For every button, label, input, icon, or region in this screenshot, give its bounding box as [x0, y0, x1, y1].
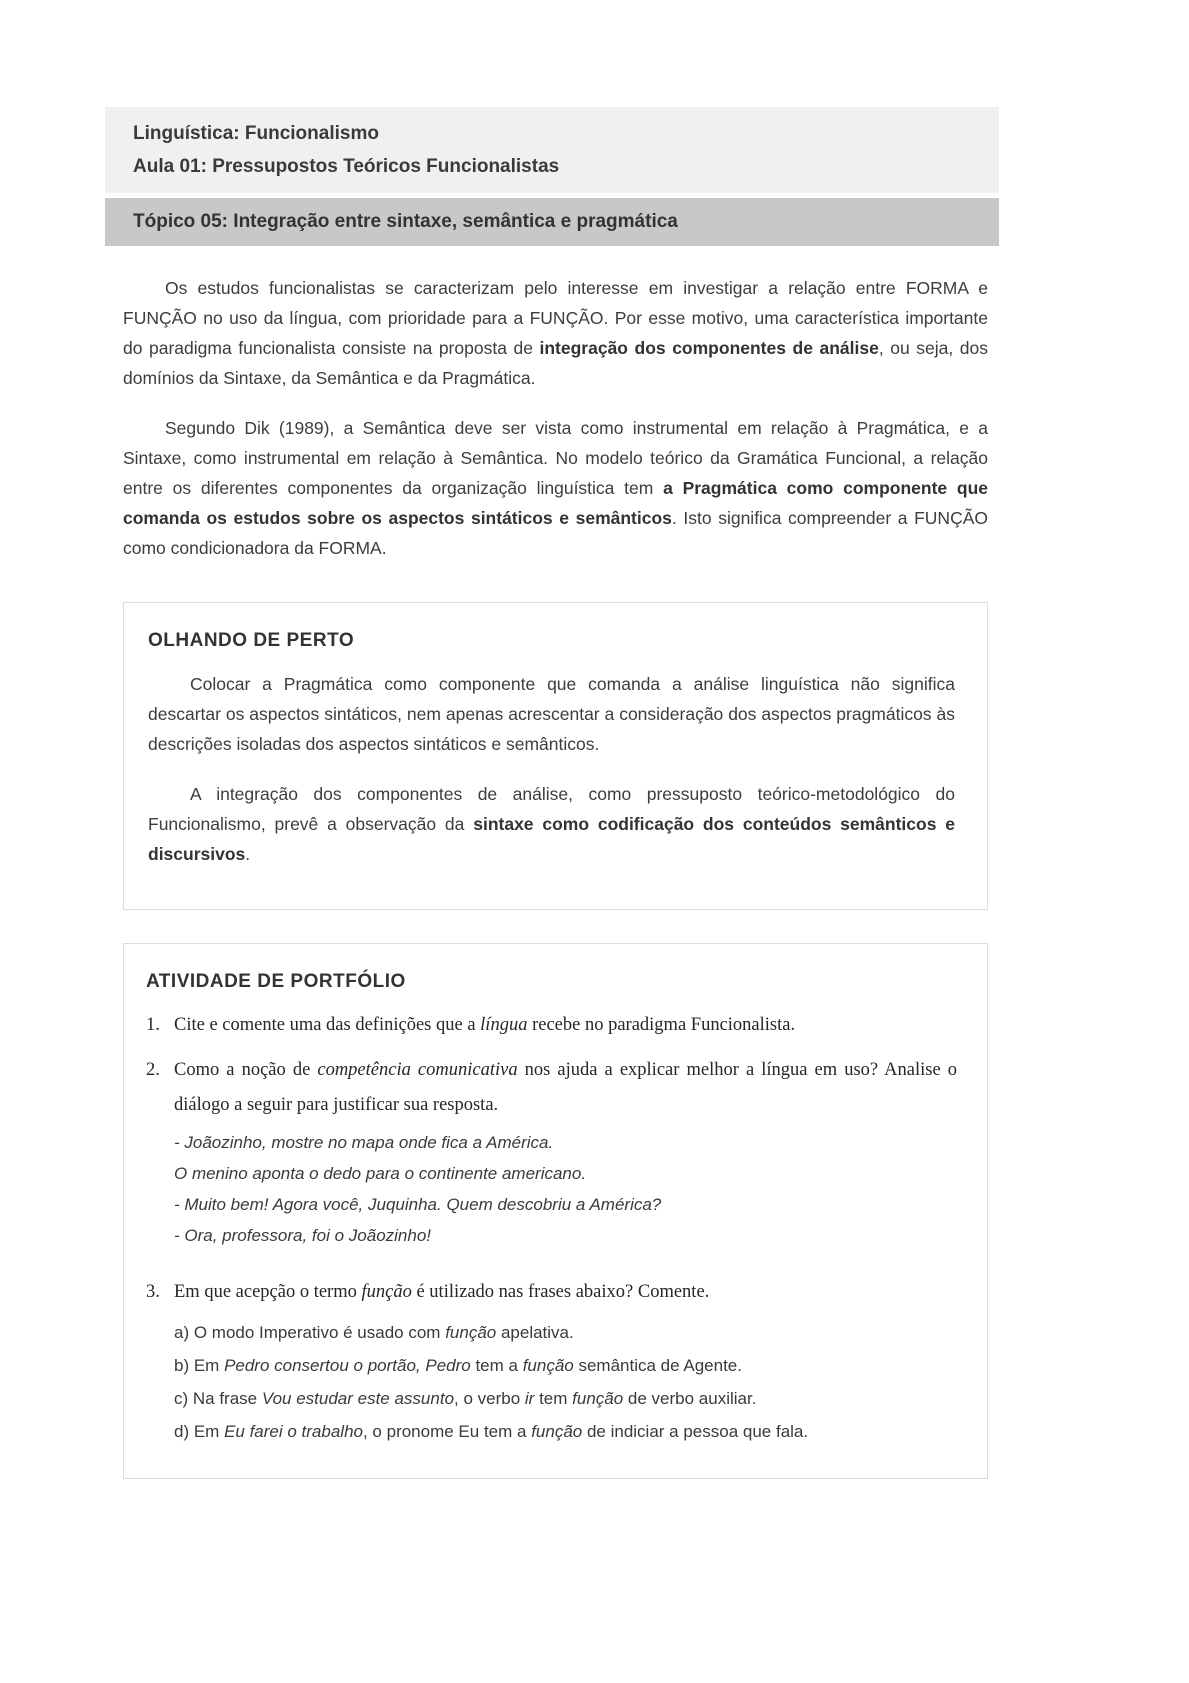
document-content	[123, 273, 988, 1479]
topic-bar	[105, 198, 999, 246]
course-title: Linguística: Funcionalismo	[133, 123, 379, 144]
item-body	[174, 1275, 957, 1448]
lesson-title: Aula 01: Pressupostos Teóricos Funcionalistas	[133, 156, 560, 177]
olhando-paragraph-2: A integração dos componentes de análise, como pressuposto teórico-metodológico do Funcionalismo, prevê a observação da sintaxe como codificação dos conteúdos semânticos e discursivos.	[148, 784, 955, 864]
olhando-de-perto-box	[123, 602, 988, 910]
atividade-portfolio-box	[123, 943, 988, 1479]
item-number: 2.	[146, 1060, 160, 1080]
dialog-line: - Muito bem! Agora você, Juquinha. Quem descobriu a América?	[174, 1195, 662, 1214]
subitem: c) Na frase Vou estudar este assunto, o verbo ir tem função de verbo auxiliar.	[174, 1389, 757, 1408]
item-number: 3.	[146, 1282, 160, 1302]
body-paragraph-2: Segundo Dik (1989), a Semântica deve ser vista como instrumental em relação à Pragmática, e a Sintaxe, como instrumental em relação à Semântica. No modelo teórico da Gramática Funcional, a relação entre os diferentes componentes da organização linguística tem a Pragmática como componente que comanda os estudos sobre os aspectos sintáticos e semânticos. Isto significa compreender a FUNÇÃO como condicionadora da FORMA.	[123, 418, 988, 558]
olhando-paragraph-1: Colocar a Pragmática como componente que comanda a análise linguística não significa descartar os aspectos sintáticos, nem apenas acrescentar a consideração dos aspectos pragmáticos às descrições isoladas dos aspectos sintáticos e semânticos.	[148, 674, 955, 754]
body-paragraph-1: Os estudos funcionalistas se caracterizam pelo interesse em investigar a relação entre FORMA e FUNÇÃO no uso da língua, com prioridade para a FUNÇÃO. Por esse motivo, uma característica importante do paradigma funcionalista consiste na proposta de integração dos componentes de análise, ou seja, dos domínios da Sintaxe, da Semântica e da Pragmática.	[123, 278, 988, 388]
portfolio-item	[146, 1053, 957, 1251]
document-header	[105, 107, 999, 193]
item-number: 1.	[146, 1015, 160, 1035]
topic-title: Tópico 05: Integração entre sintaxe, semântica e pragmática	[133, 211, 678, 232]
olhando-box-title: OLHANDO DE PERTO	[148, 630, 355, 651]
item-body	[174, 1053, 957, 1251]
subitems-block	[174, 1316, 957, 1448]
dialog-block	[174, 1127, 957, 1251]
dialog-line: - Joãozinho, mostre no mapa onde fica a América.	[174, 1133, 554, 1152]
dialog-line: - Ora, professora, foi o Joãozinho!	[174, 1226, 432, 1245]
dialog-line: O menino aponta o dedo para o continente americano.	[174, 1164, 587, 1183]
subitem: b) Em Pedro consertou o portão, Pedro tem a função semântica de Agente.	[174, 1356, 742, 1375]
item-text: Como a noção de competência comunicativa nos ajuda a explicar melhor a língua em uso? Analise o diálogo a seguir para justificar sua resposta.	[174, 1060, 957, 1115]
item-text: Em que acepção o termo função é utilizado nas frases abaixo? Comente.	[174, 1282, 710, 1302]
subitem: a) O modo Imperativo é usado com função apelativa.	[174, 1323, 574, 1342]
subitem: d) Em Eu farei o trabalho, o pronome Eu tem a função de indiciar a pessoa que fala.	[174, 1422, 809, 1441]
portfolio-box-title: ATIVIDADE DE PORTFÓLIO	[146, 971, 406, 992]
item-body	[174, 1008, 957, 1043]
item-text: Cite e comente uma das definições que a língua recebe no paradigma Funcionalista.	[174, 1015, 796, 1035]
portfolio-item	[146, 1275, 957, 1448]
portfolio-item	[146, 1008, 957, 1043]
